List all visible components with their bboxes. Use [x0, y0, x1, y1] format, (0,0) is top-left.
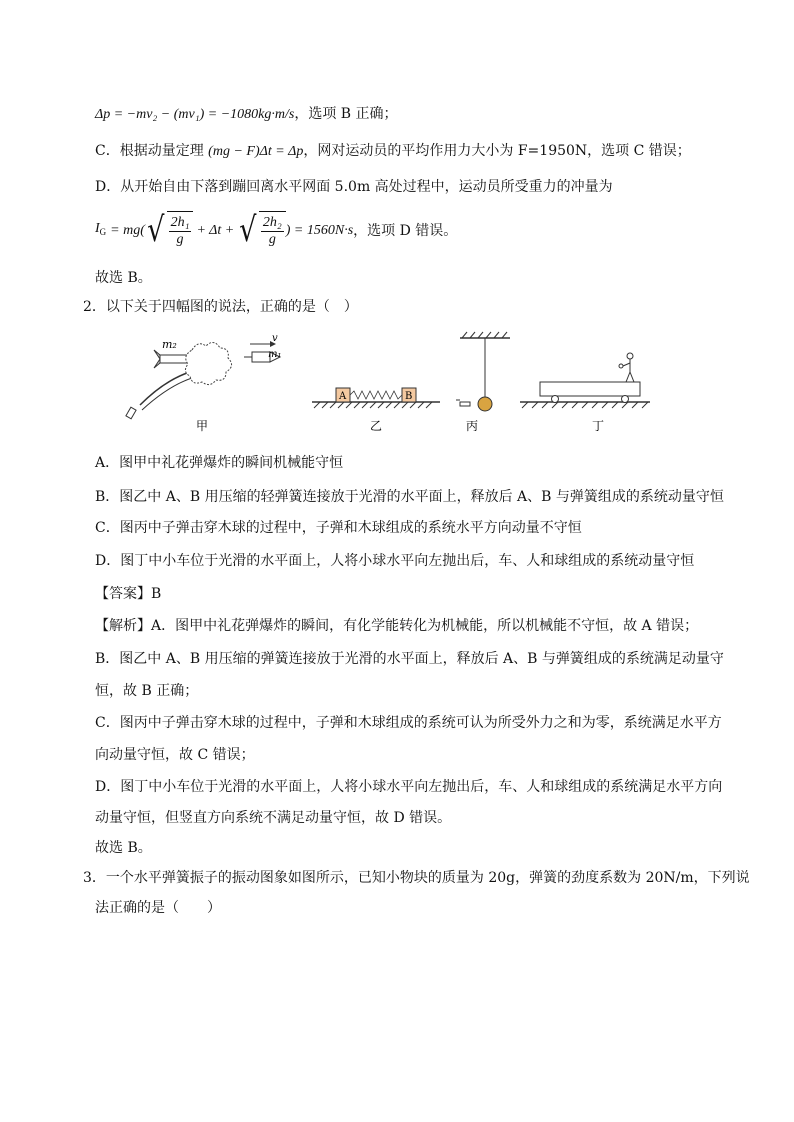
choose-b-line: 故选 B。 — [95, 270, 152, 286]
label-v: v — [272, 333, 278, 344]
option-c: C．图丙中子弹击穿木球的过程中，子弹和木球组成的系统水平方向动量不守恒 — [95, 520, 582, 536]
analysis-line-5: 向动量守恒，故 C 错误； — [95, 747, 255, 763]
figure-jia-firework — [126, 341, 280, 419]
analysis-line-4: C．图丙中子弹击穿木球的过程中，子弹和木球组成的系统可认为所受外力之和为零，系统满足水平方 — [95, 715, 722, 731]
question-2-stem: 2．以下关于四幅图的说法，正确的是（ ） — [83, 299, 358, 315]
gravity-impulse-intro: D．从开始自由下落到蹦回离水平网面 5.0m 高处过程中，运动员所受重力的冲量为 — [95, 179, 613, 195]
answer-line: 【答案】B — [95, 586, 162, 602]
question-3-line-1: 3．一个水平弹簧振子的振动图象如图所示，已知小物块的质量为 20g，弹簧的劲度系数为 20N/m，下列说 — [83, 870, 750, 886]
analysis-line-3: 恒，故 B 正确； — [95, 683, 199, 699]
question-3-line-2: 法正确的是（ ） — [95, 900, 221, 916]
label-bing: 丙 — [466, 419, 479, 433]
option-a: A．图甲中礼花弹爆炸的瞬间机械能守恒 — [95, 455, 344, 471]
gravity-impulse-formula — [95, 210, 457, 251]
label-m2: m₂ — [162, 338, 177, 351]
analysis-line-1: 【解析】A．图甲中礼花弹爆炸的瞬间，有化学能转化为机械能，所以机械能不守恒，故 A 错误； — [95, 618, 699, 634]
figure-bing-pendulum — [456, 332, 510, 411]
sqrt-term-2: √ $\frac{\text{2h₂}}{g}$ — [237, 211, 286, 250]
option-d-conclusion: ，选项 D 错误。 — [353, 222, 458, 239]
impulse-theorem-line — [95, 141, 691, 162]
analysis-line-2: B．图乙中 A、B 用压缩的弹簧连接放于光滑的水平面上，释放后 A、B 与弹簧组成的系统满足动量守 — [95, 651, 724, 667]
label-m1: m₁ — [268, 349, 282, 360]
option-b-correct-note: ，选项 B 正确； — [294, 106, 398, 122]
option-d: D．图丁中小车位于光滑的水平面上，人将小球水平向左抛出后，车、人和球组成的系统动量守恒 — [95, 553, 695, 569]
label-block-a: A — [339, 391, 347, 402]
sqrt-term-1: √ $\frac{\text{2h₁}}{g}$ — [145, 211, 194, 250]
option-c-prefix: C．根据动量定理 — [95, 143, 204, 159]
analysis-line-8: 故选 B。 — [95, 840, 152, 856]
label-yi: 乙 — [370, 419, 383, 433]
impulse-symbol: $I_G$ — [95, 221, 107, 237]
label-ding: 丁 — [592, 419, 605, 433]
analysis-line-7: 动量守恒，但竖直方向系统不满足动量守恒，故 D 错误。 — [95, 810, 452, 826]
analysis-line-6: D．图丁中小车位于光滑的水平面上，人将小球水平向左抛出后，车、人和球组成的系统满足水平方向 — [95, 779, 723, 795]
label-jia: 甲 — [196, 419, 209, 433]
four-figures — [120, 330, 700, 440]
impulse-theorem-formula: (mg − F)Δt = Δp — [208, 144, 304, 159]
option-c-conclusion: ，网对运动员的平均作用力大小为 F=1950N，选项 C 错误； — [303, 143, 691, 159]
label-block-b: B — [405, 391, 413, 402]
momentum-change-line — [95, 104, 398, 125]
option-b: B．图乙中 A、B 用压缩的轻弹簧连接放于光滑的水平面上，释放后 A、B 与弹簧组成的系统动量守恒 — [95, 489, 724, 505]
figure-ding-cart — [520, 353, 650, 408]
momentum-change-formula: Δp = −mv₂ − (mv₁) = −1080kg·m/s — [95, 107, 295, 122]
figure-yi-spring-blocks — [312, 388, 440, 408]
formula-result: ) = 1560N·s — [285, 222, 354, 238]
formula-equals-mg: = mg( — [110, 222, 145, 238]
formula-plus-dt: + Δt + — [196, 222, 235, 238]
